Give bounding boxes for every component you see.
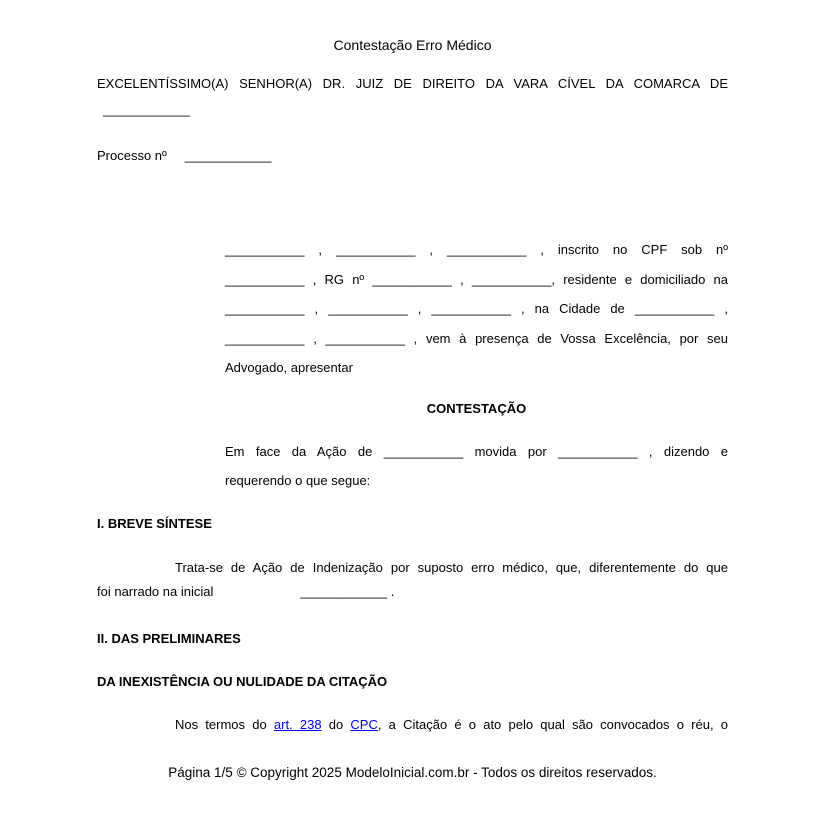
process-number-label: Processo nº [97,148,167,163]
document-title: Contestação Erro Médico [333,37,492,53]
citation-text: do [321,716,351,732]
section-2-heading: II. DAS PRELIMINARES [97,630,241,646]
party-qualification-paragraph [225,235,728,383]
em-face-line: requerendo o que segue: [225,473,371,488]
addressee-block [97,71,728,123]
page-footer: Página 1/5 © Copyright 2025 ModeloInicial.com.br - Todos os direitos reservados. [168,764,657,780]
section-2-subheading: DA INEXISTÊNCIA OU NULIDADE DA CITAÇÃO [97,673,388,689]
party-line: ___________ , ___________ , ___________ , inscrito no CPF sob nº [225,242,728,257]
addressee-line: EXCELENTÍSSIMO(A) SENHOR(A) DR. JUIZ DE DIREITO DA VARA CÍVEL DA COMARCA DE [97,76,728,91]
party-line: ___________ , ___________ , vem à presença de Vossa Excelência, por seu [225,330,728,346]
breve-sintese-line [97,580,728,604]
party-line: Advogado, apresentar [225,360,353,375]
party-line: ___________ , ___________ , ___________ , na Cidade de ___________ , [225,301,728,316]
process-number-blank-field: ____________ [184,148,272,163]
citation-text: , a Citação é o ato pelo qual são convocados o réu, o [377,716,728,732]
contestacao-heading: CONTESTAÇÃO [426,400,527,416]
citation-paragraph [97,713,728,737]
breve-sintese-line: Trata-se de Ação de Indenização por suposto erro médico, que, diferentemente do que [175,559,728,575]
breve-sintese-text: foi narrado na inicial [97,583,214,599]
link-art-238[interactable]: art. 238 [273,716,322,732]
citation-text: Nos termos do [175,716,274,732]
party-line: ___________ , RG nº ___________ , ___________, residente e domiciliado na [225,271,728,287]
em-face-paragraph [225,437,728,496]
em-face-line: Em face da Ação de ___________ movida por ___________ , dizendo e [225,443,728,459]
breve-sintese-paragraph [97,556,728,604]
section-1-heading: I. BREVE SÍNTESE [97,515,212,531]
addressee-blank-field: ____________ [103,102,190,117]
link-cpc[interactable]: CPC [350,716,378,732]
breve-sintese-blank-field: ____________ . [300,583,395,599]
process-number-line [97,143,728,169]
